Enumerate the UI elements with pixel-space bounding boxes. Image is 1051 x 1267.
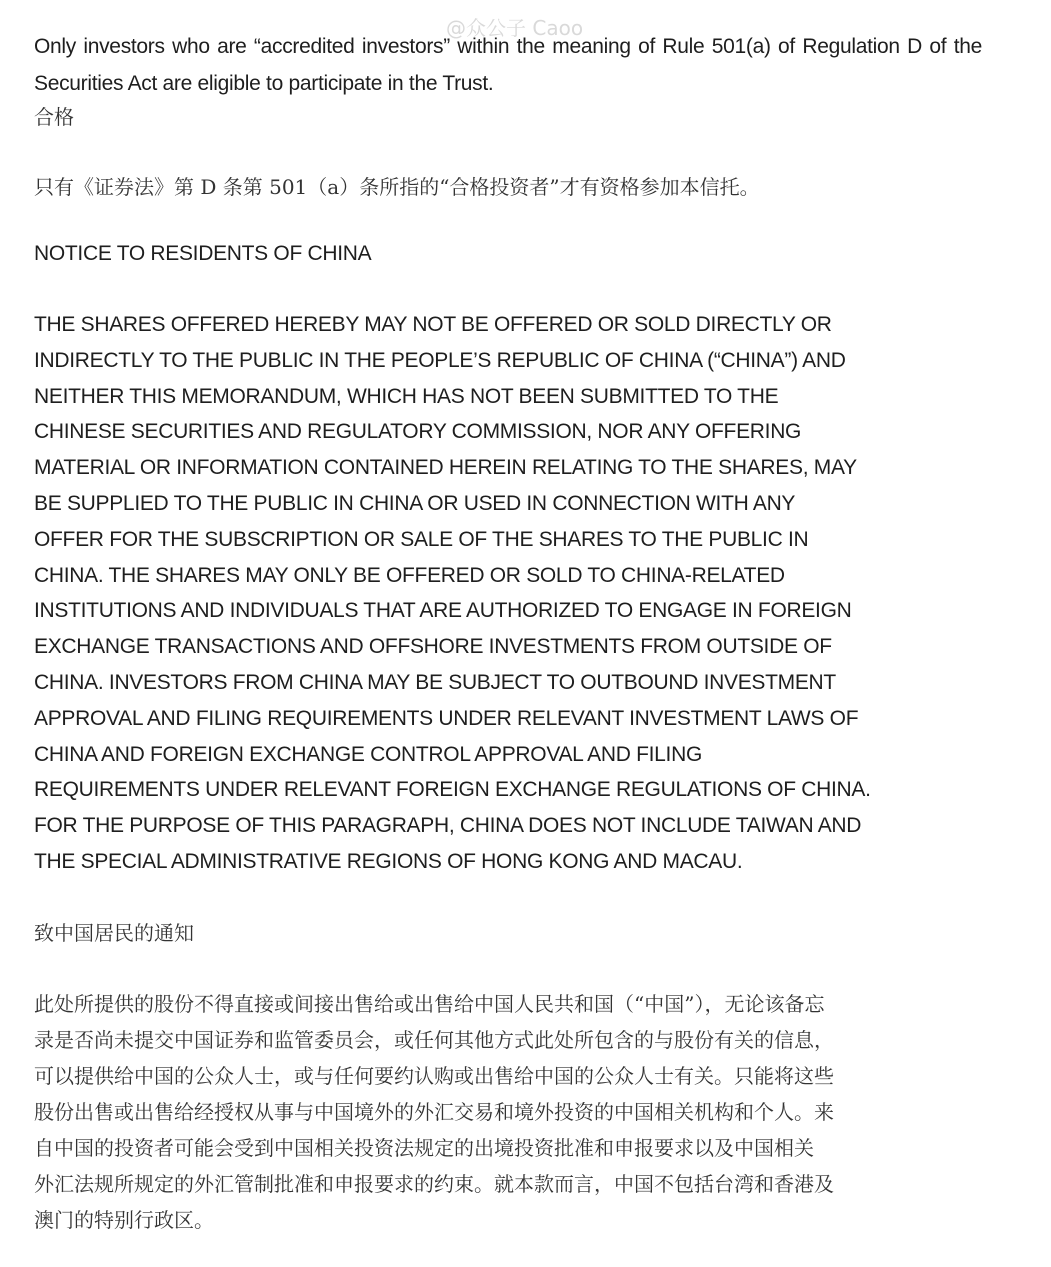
notice-line: CHINA. INVESTORS FROM CHINA MAY BE SUBJECT TO OUTBOUND INVESTMENT bbox=[34, 670, 836, 694]
notice-line-zh: 股份出售或出售给经授权从事与中国境外的外汇交易和境外投资的中国相关机构和个人。来 bbox=[34, 1099, 834, 1124]
accredited-label-zh: 合格 bbox=[34, 105, 74, 129]
watermark: @众公子 Caoo bbox=[446, 16, 584, 40]
notice-heading-en: NOTICE TO RESIDENTS OF CHINA bbox=[34, 242, 372, 265]
notice-line: FOR THE PURPOSE OF THIS PARAGRAPH, CHINA DOES NOT INCLUDE TAIWAN AND bbox=[34, 814, 862, 838]
notice-line: CHINA AND FOREIGN EXCHANGE CONTROL APPROVAL AND FILING bbox=[34, 742, 702, 766]
notice-line: NEITHER THIS MEMORANDUM, WHICH HAS NOT BEEN SUBMITTED TO THE bbox=[34, 384, 779, 408]
notice-line: THE SHARES OFFERED HEREBY MAY NOT BE OFFERED OR SOLD DIRECTLY OR bbox=[34, 313, 832, 336]
document-page bbox=[34, 28, 982, 1238]
accredited-investor-paragraph: Only investors who are “accredited investors” within the meaning of Rule 501(a) of Regulation D of the Securities Act are eligible to participate in the Trust. bbox=[34, 35, 982, 95]
accredited-investor-paragraph-zh: 只有《证券法》第 D 条第 501（a）条所指的“合格投资者”才有资格参加本信托。 bbox=[34, 175, 760, 199]
notice-line: THE SPECIAL ADMINISTRATIVE REGIONS OF HONG KONG AND MACAU. bbox=[34, 849, 743, 873]
notice-line: INSTITUTIONS AND INDIVIDUALS THAT ARE AUTHORIZED TO ENGAGE IN FOREIGN bbox=[34, 599, 852, 623]
notice-line-zh: 自中国的投资者可能会受到中国相关投资法规定的出境投资批准和申报要求以及中国相关 bbox=[34, 1135, 814, 1160]
notice-line: CHINA. THE SHARES MAY ONLY BE OFFERED OR SOLD TO CHINA-RELATED bbox=[34, 563, 785, 587]
notice-paragraph-en bbox=[34, 307, 982, 880]
notice-line-zh: 外汇法规所规定的外汇管制批准和申报要求的约束。就本款而言，中国不包括台湾和香港及 bbox=[34, 1171, 834, 1196]
notice-line-zh: 录是否尚未提交中国证券和监管委员会，或任何其他方式此处所包含的与股份有关的信息， bbox=[34, 1027, 834, 1052]
notice-line: EXCHANGE TRANSACTIONS AND OFFSHORE INVESTMENTS FROM OUTSIDE OF bbox=[34, 635, 832, 659]
notice-paragraph-zh bbox=[34, 986, 982, 1238]
notice-line: INDIRECTLY TO THE PUBLIC IN THE PEOPLE’S REPUBLIC OF CHINA (“CHINA”) AND bbox=[34, 348, 846, 372]
notice-line-zh: 此处所提供的股份不得直接或间接出售给或出售给中国人民共和国（“中国”），无论该备忘 bbox=[34, 991, 825, 1016]
notice-line: REQUIREMENTS UNDER RELEVANT FOREIGN EXCHANGE REGULATIONS OF CHINA. bbox=[34, 778, 871, 802]
notice-line: OFFER FOR THE SUBSCRIPTION OR SALE OF THE SHARES TO THE PUBLIC IN bbox=[34, 527, 809, 551]
notice-line-zh: 澳门的特别行政区。 bbox=[34, 1207, 214, 1232]
notice-heading-zh: 致中国居民的通知 bbox=[34, 920, 194, 945]
notice-line: MATERIAL OR INFORMATION CONTAINED HEREIN RELATING TO THE SHARES, MAY bbox=[34, 456, 857, 480]
notice-line: CHINESE SECURITIES AND REGULATORY COMMISSION, NOR ANY OFFERING bbox=[34, 420, 802, 444]
notice-line-zh: 可以提供给中国的公众人士，或与任何要约认购或出售给中国的公众人士有关。只能将这些 bbox=[34, 1063, 834, 1088]
notice-line: APPROVAL AND FILING REQUIREMENTS UNDER RELEVANT INVESTMENT LAWS OF bbox=[34, 706, 859, 730]
notice-line: BE SUPPLIED TO THE PUBLIC IN CHINA OR USED IN CONNECTION WITH ANY bbox=[34, 491, 796, 515]
